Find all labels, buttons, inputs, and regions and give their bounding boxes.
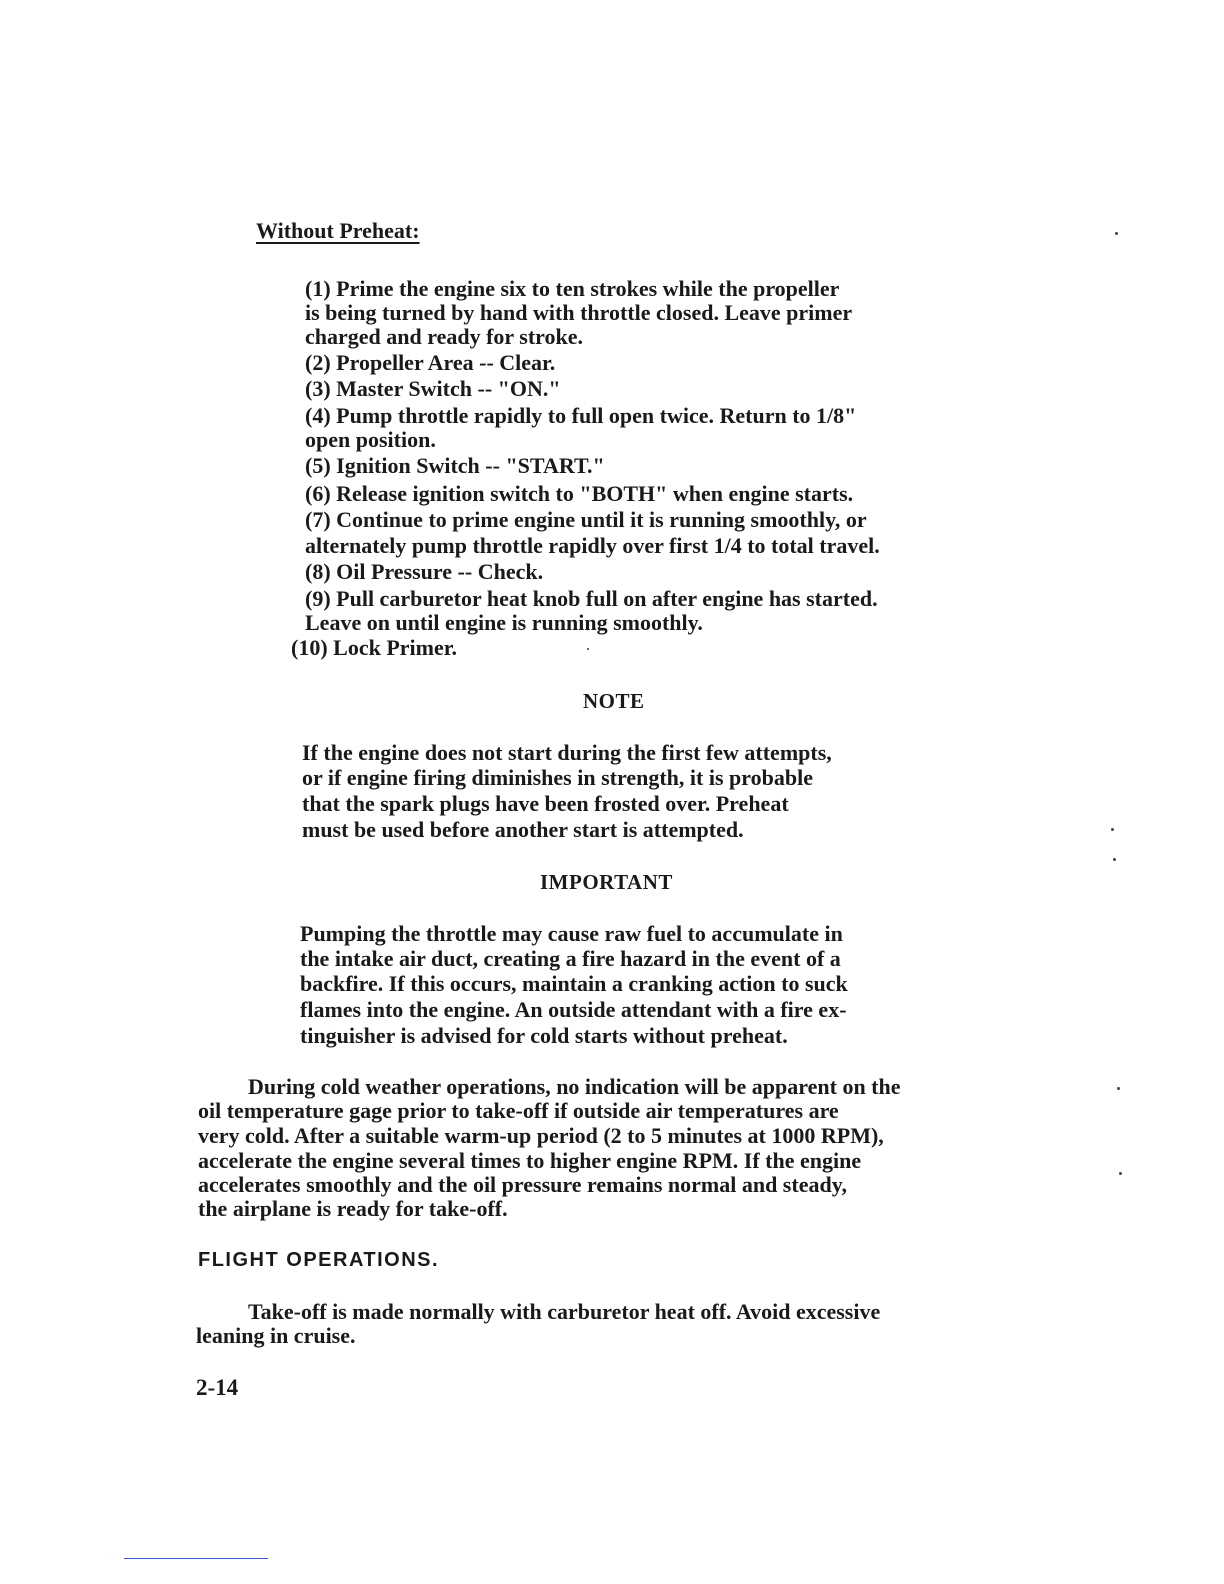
paragraph-line: accelerates smoothly and the oil pressure remains normal and steady, bbox=[198, 1172, 847, 1197]
step-line: (4) Pump throttle rapidly to full open twice. Return to 1/8" bbox=[305, 403, 857, 428]
subsection-title: Without Preheat: bbox=[256, 218, 420, 243]
scan-speck bbox=[1115, 232, 1118, 235]
paragraph-line: the airplane is ready for take-off. bbox=[198, 1196, 508, 1221]
scan-speck bbox=[1113, 858, 1116, 861]
scan-speck bbox=[1117, 1087, 1120, 1090]
note-label: NOTE bbox=[583, 689, 645, 713]
step-line: alternately pump throttle rapidly over first 1/4 to total travel. bbox=[305, 533, 880, 558]
step-line: (10) Lock Primer. bbox=[291, 635, 457, 660]
important-line: flames into the engine. An outside attendant with a fire ex- bbox=[300, 997, 847, 1022]
paragraph-line: leaning in cruise. bbox=[196, 1323, 356, 1348]
scan-speck bbox=[1111, 828, 1114, 831]
footer-rule bbox=[124, 1558, 268, 1559]
step-line: open position. bbox=[305, 427, 436, 452]
paragraph-line: very cold. After a suitable warm-up period (2 to 5 minutes at 1000 RPM), bbox=[198, 1123, 884, 1148]
step-line: (1) Prime the engine six to ten strokes while the propeller bbox=[305, 276, 840, 301]
step-line: (9) Pull carburetor heat knob full on after engine has started. bbox=[305, 586, 878, 611]
step-line: (6) Release ignition switch to "BOTH" when engine starts. bbox=[305, 481, 854, 506]
important-line: tinguisher is advised for cold starts without preheat. bbox=[300, 1023, 788, 1048]
step-line: (2) Propeller Area -- Clear. bbox=[305, 350, 556, 375]
paragraph-line: During cold weather operations, no indication will be apparent on the bbox=[248, 1074, 901, 1099]
step-line: Leave on until engine is running smoothly. bbox=[305, 610, 703, 635]
scan-speck bbox=[587, 648, 589, 650]
important-line: the intake air duct, creating a fire hazard in the event of a bbox=[300, 946, 841, 971]
scan-speck bbox=[1119, 1172, 1122, 1175]
step-line: charged and ready for stroke. bbox=[305, 324, 584, 349]
paragraph-line: oil temperature gage prior to take-off if outside air temperatures are bbox=[198, 1098, 839, 1123]
step-line: (8) Oil Pressure -- Check. bbox=[305, 559, 544, 584]
note-line: If the engine does not start during the first few attempts, bbox=[302, 740, 832, 765]
flight-operations-heading: FLIGHT OPERATIONS. bbox=[198, 1249, 440, 1271]
important-line: backfire. If this occurs, maintain a cranking action to suck bbox=[300, 971, 848, 996]
step-line: is being turned by hand with throttle closed. Leave primer bbox=[305, 300, 853, 325]
note-line: or if engine firing diminishes in strength, it is probable bbox=[302, 765, 813, 790]
paragraph-line: Take-off is made normally with carburetor heat off. Avoid excessive bbox=[248, 1299, 881, 1324]
important-line: Pumping the throttle may cause raw fuel to accumulate in bbox=[300, 921, 843, 946]
paragraph-line: accelerate the engine several times to higher engine RPM. If the engine bbox=[198, 1148, 862, 1173]
page-number: 2-14 bbox=[196, 1375, 239, 1400]
step-line: (3) Master Switch -- "ON." bbox=[305, 376, 561, 401]
note-line: must be used before another start is attempted. bbox=[302, 817, 744, 842]
important-label: IMPORTANT bbox=[540, 870, 673, 894]
step-line: (5) Ignition Switch -- "START." bbox=[305, 453, 605, 478]
note-line: that the spark plugs have been frosted over. Preheat bbox=[302, 791, 789, 816]
step-line: (7) Continue to prime engine until it is running smoothly, or bbox=[305, 507, 867, 532]
